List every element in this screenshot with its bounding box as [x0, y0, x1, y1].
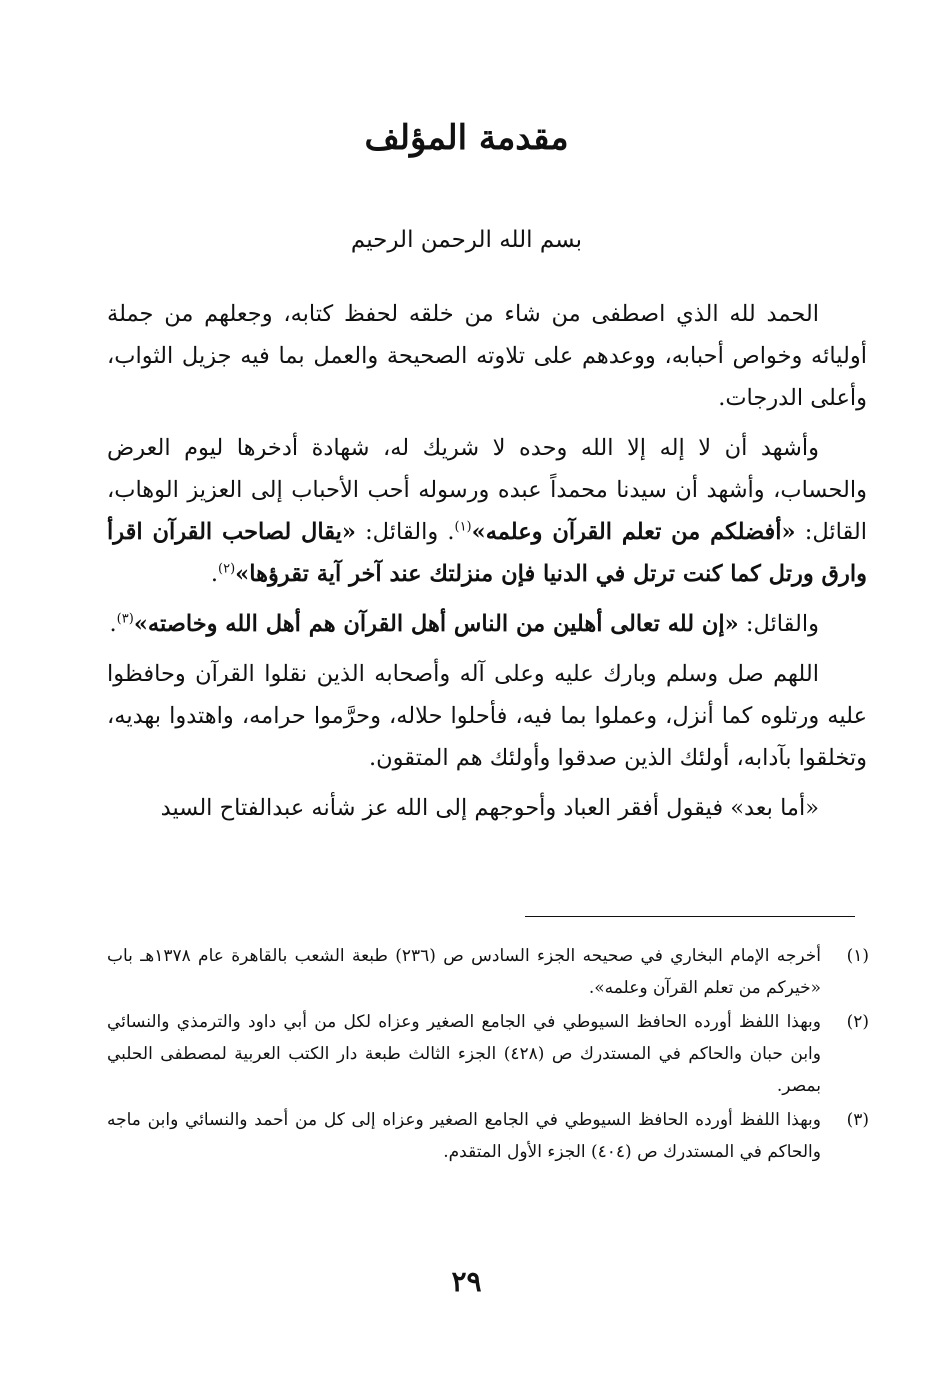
- footnote-ref[interactable]: (٣): [116, 611, 134, 627]
- hadith-quote: «إن لله تعالى أهلين من الناس أهل القرآن هم أهل الله وخاصته»: [133, 611, 739, 637]
- footnote-divider: [525, 916, 855, 917]
- footnote-number: (١): [846, 946, 869, 966]
- footnotes: [107, 940, 869, 1170]
- footnote-text: وبهذا اللفظ أورده الحافظ السيوطي في الجامع الصغير وعزاه إلى كل من أحمد والنسائي وابن ماجه والحاكم في المستدرك ص (٤٠٤) الجزء الأول المتقدم.: [107, 1110, 821, 1162]
- footnote-ref[interactable]: (١): [454, 519, 472, 535]
- basmala: بسم الله الرحمن الرحيم: [350, 227, 583, 253]
- text-span: . والقائل:: [365, 519, 455, 545]
- footnote-number: (٢): [846, 1012, 869, 1032]
- page-title: مقدمة المؤلف: [364, 118, 569, 158]
- hadith-quote: «أفضلكم من تعلم القرآن وعلمه»: [471, 519, 796, 545]
- footnote-item: [107, 940, 869, 1004]
- footnote-text: وبهذا اللفظ أورده الحافظ السيوطي في الجامع الصغير وعزاه لكل من أبي داود والترمذي والنسائي وابن حبان والحاكم في المستدرك ص (٤٢٨) الجزء الثالث طبعة دار الكتب العربية لمصطفى الحلبي بمصر.: [107, 1012, 821, 1096]
- text-span: .: [109, 611, 117, 637]
- footnote-item: [107, 1006, 869, 1102]
- text-span: والقائل:: [745, 611, 819, 637]
- text-span: .: [210, 561, 219, 587]
- text-span: وأشهد أن لا إله إلا الله وحده لا شريك له، شهادة أدخرها ليوم العرض والحساب، وأشهد أن سيدنا محمداً عبده ورسوله أحب الأحباب إلى العزيز الوهاب، القائل:: [107, 435, 867, 545]
- footnote-item: [107, 1104, 869, 1168]
- page-number: ٢٩: [451, 1265, 482, 1298]
- hadith-quote: «يقال لصاحب القرآن اقرأ وارق ورتل كما كنت ترتل في الدنيا فإن منزلتك عند آخر آية تقرؤها»: [107, 519, 867, 587]
- paragraph-testimony: [107, 427, 867, 595]
- paragraph-hadith: [107, 603, 867, 645]
- footnote-ref[interactable]: (٢): [218, 561, 236, 577]
- paragraph-praise: الحمد لله الذي اصطفى من شاء من خلقه لحفظ كتابه، وجعلهم من جملة أوليائه وخواص أحبابه، ووعدهم على تلاوته الصحيحة والعمل بما فيه جزيل الثواب، وأعلى الدرجات.: [107, 301, 867, 411]
- paragraph-prayer: اللهم صل وسلم وبارك عليه وعلى آله وأصحابه الذين نقلوا القرآن وحافظوا عليه ورتلوه كما أنزل، وعملوا بما فيه، فأحلوا حلاله، وحرَّموا حرامه، واهتدوا بهديه، وتخلقوا بآدابه، أولئك الذين صدقوا وأولئك هم المتقون.: [107, 661, 867, 771]
- footnote-text: أخرجه الإمام البخاري في صحيحه الجزء السادس ص (٢٣٦) طبعة الشعب بالقاهرة عام ١٣٧٨هـ باب «خيركم من تعلم القرآن وعلمه».: [107, 946, 821, 998]
- footnote-number: (٣): [846, 1110, 869, 1130]
- main-text: [107, 293, 867, 837]
- paragraph-amma-baad: «أما بعد» فيقول أفقر العباد وأحوجهم إلى الله عز شأنه عبدالفتاح السيد: [160, 795, 819, 821]
